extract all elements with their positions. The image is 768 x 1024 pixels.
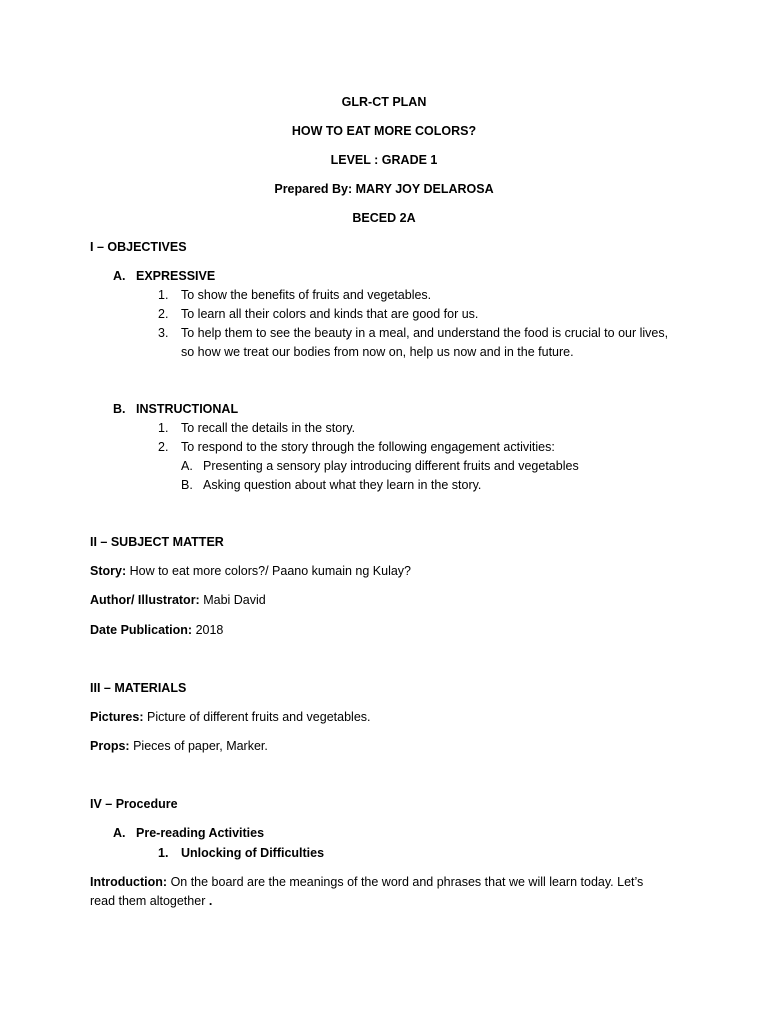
expressive-item: To help them to see the beauty in a meal, and understand the food is crucial to our lives, bbox=[181, 326, 669, 340]
grade-level: LEVEL : GRADE 1 bbox=[330, 153, 438, 167]
instructional-item: To respond to the story through the following engagement activities: bbox=[181, 440, 555, 454]
procedure-heading: IV – Procedure bbox=[90, 797, 178, 811]
pictures-value: Picture of different fruits and vegetables. bbox=[146, 710, 371, 724]
subject-matter-heading: II – SUBJECT MATTER bbox=[90, 535, 224, 549]
author-line bbox=[90, 593, 266, 608]
author-label: Author/ Illustrator: bbox=[90, 593, 200, 607]
instructional-item: To recall the details in the story. bbox=[181, 421, 356, 435]
section-label: BECED 2A bbox=[352, 211, 416, 225]
lesson-title: HOW TO EAT MORE COLORS? bbox=[291, 124, 477, 138]
instructional-item-number: 2. bbox=[158, 440, 169, 454]
story-label: Story: bbox=[90, 564, 127, 578]
instructional-heading: INSTRUCTIONAL bbox=[136, 402, 239, 416]
date-line bbox=[90, 623, 223, 638]
props-line bbox=[90, 739, 268, 754]
expressive-item: To learn all their colors and kinds that are good for us. bbox=[181, 307, 479, 321]
expressive-heading: EXPRESSIVE bbox=[136, 269, 216, 283]
unlocking-marker: 1. bbox=[158, 846, 169, 860]
instructional-item-number: 1. bbox=[158, 421, 169, 435]
story-value: How to eat more colors?/ Paano kumain ng Kulay? bbox=[129, 564, 412, 578]
expressive-item-number: 1. bbox=[158, 288, 169, 302]
expressive-item-number: 2. bbox=[158, 307, 169, 321]
instructional-marker: B. bbox=[113, 402, 126, 416]
prepared-by: Prepared By: MARY JOY DELAROSA bbox=[274, 182, 494, 196]
pictures-line bbox=[90, 710, 371, 725]
pre-reading-heading: Pre-reading Activities bbox=[136, 826, 265, 840]
story-line bbox=[90, 564, 411, 579]
activity-item: Asking question about what they learn in the story. bbox=[203, 478, 482, 492]
introduction-label: Introduction: bbox=[90, 875, 168, 889]
objectives-heading: I – OBJECTIVES bbox=[90, 240, 187, 254]
props-label: Props: bbox=[90, 739, 130, 753]
expressive-item-number: 3. bbox=[158, 326, 169, 340]
activity-letter: A. bbox=[181, 459, 193, 473]
introduction-line bbox=[90, 875, 643, 890]
date-value: 2018 bbox=[195, 623, 224, 637]
plan-title: GLR-CT PLAN bbox=[341, 95, 427, 109]
pre-reading-marker: A. bbox=[113, 826, 126, 840]
activity-letter: B. bbox=[181, 478, 193, 492]
expressive-item: To show the benefits of fruits and vegetables. bbox=[181, 288, 432, 302]
activity-item: Presenting a sensory play introducing different fruits and vegetables bbox=[203, 459, 579, 473]
props-value: Pieces of paper, Marker. bbox=[133, 739, 268, 753]
introduction-text-cont: read them altogether bbox=[90, 894, 206, 908]
materials-heading: III – MATERIALS bbox=[90, 681, 187, 695]
introduction-period: . bbox=[208, 894, 213, 908]
expressive-item-continuation: so how we treat our bodies from now on, help us now and in the future. bbox=[181, 345, 574, 359]
introduction-text: On the board are the meanings of the word and phrases that we will learn today. Let’s bbox=[170, 875, 644, 889]
pictures-label: Pictures: bbox=[90, 710, 144, 724]
date-label: Date Publication: bbox=[90, 623, 193, 637]
unlocking-heading: Unlocking of Difficulties bbox=[181, 846, 325, 860]
expressive-marker: A. bbox=[113, 269, 126, 283]
author-value: Mabi David bbox=[203, 593, 266, 607]
introduction-continuation bbox=[90, 894, 212, 909]
